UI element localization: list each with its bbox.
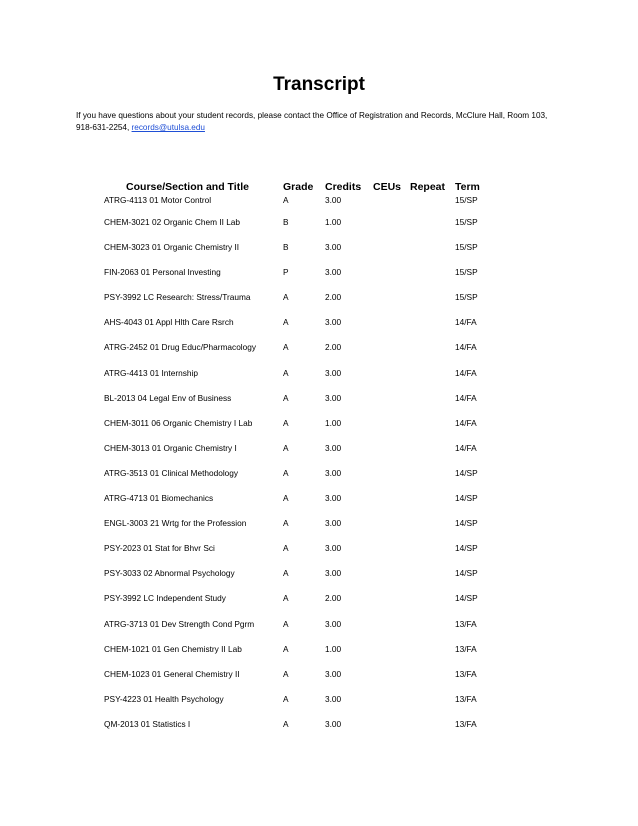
cell-repeat — [410, 719, 455, 744]
cell-term: 14/FA — [455, 342, 477, 353]
table-row — [104, 393, 504, 418]
cell-course: BL-2013 04 Legal Env of Business — [104, 392, 232, 403]
cell-term: 13/FA — [455, 643, 477, 654]
cell-grade: A — [283, 442, 289, 453]
cell-term: 14/SP — [455, 467, 478, 478]
cell-repeat — [410, 317, 455, 342]
cell-ceus — [373, 242, 410, 267]
cell-ceus — [373, 644, 410, 669]
header-course: Course/Section and Title — [126, 181, 249, 193]
header-repeat: Repeat — [410, 181, 446, 193]
cell-ceus — [373, 393, 410, 418]
table-body — [104, 195, 504, 744]
cell-repeat — [410, 292, 455, 317]
cell-term: 14/FA — [455, 317, 477, 328]
cell-ceus — [373, 543, 410, 568]
cell-grade: A — [283, 367, 289, 378]
cell-credits: 3.00 — [325, 718, 342, 729]
cell-repeat — [410, 694, 455, 719]
cell-ceus — [373, 719, 410, 744]
cell-course: CHEM-3013 01 Organic Chemistry I — [104, 442, 237, 453]
cell-ceus — [373, 317, 410, 342]
cell-ceus — [373, 568, 410, 593]
cell-grade: A — [283, 618, 289, 629]
header-credits: Credits — [325, 181, 362, 193]
cell-grade: A — [283, 668, 289, 679]
table-row — [104, 418, 504, 443]
cell-course: PSY-2023 01 Stat for Bhvr Sci — [104, 543, 215, 554]
cell-ceus — [373, 418, 410, 443]
cell-repeat — [410, 443, 455, 468]
cell-grade: A — [283, 593, 289, 604]
cell-term: 14/SP — [455, 568, 478, 579]
cell-term: 15/SP — [455, 195, 478, 205]
cell-course: CHEM-3023 01 Organic Chemistry II — [104, 242, 240, 253]
cell-ceus — [373, 493, 410, 518]
cell-term: 14/FA — [455, 367, 477, 378]
cell-credits: 3.00 — [325, 467, 342, 478]
cell-ceus — [373, 669, 410, 694]
cell-course: PSY-3992 LC Research: Stress/Trauma — [104, 292, 251, 303]
cell-repeat — [410, 418, 455, 443]
cell-ceus — [373, 368, 410, 393]
cell-course: ENGL-3003 21 Wrtg for the Profession — [104, 518, 247, 529]
header-grade: Grade — [283, 181, 314, 193]
cell-course: ATRG-3513 01 Clinical Methodology — [104, 467, 239, 478]
table-row — [104, 568, 504, 593]
cell-term: 13/FA — [455, 718, 477, 729]
cell-ceus — [373, 195, 410, 217]
cell-ceus — [373, 593, 410, 618]
cell-ceus — [373, 292, 410, 317]
cell-grade: A — [283, 568, 289, 579]
table-row — [104, 619, 504, 644]
cell-grade: A — [283, 718, 289, 729]
cell-grade: A — [283, 643, 289, 654]
cell-credits: 3.00 — [325, 518, 342, 529]
cell-repeat — [410, 543, 455, 568]
cell-grade: B — [283, 242, 289, 253]
cell-course: PSY-3033 02 Abnormal Psychology — [104, 568, 235, 579]
cell-term: 15/SP — [455, 242, 478, 253]
table-row — [104, 317, 504, 342]
cell-course: CHEM-3011 06 Organic Chemistry I Lab — [104, 417, 253, 428]
cell-term: 14/SP — [455, 493, 478, 504]
cell-grade: A — [283, 317, 289, 328]
table-row — [104, 242, 504, 267]
header-ceus: CEUs — [373, 181, 402, 193]
cell-credits: 3.00 — [325, 242, 342, 253]
cell-credits: 3.00 — [325, 568, 342, 579]
table-row — [104, 468, 504, 493]
cell-credits: 3.00 — [325, 195, 342, 205]
cell-repeat — [410, 195, 455, 217]
cell-course: ATRG-4113 01 Motor Control — [104, 195, 212, 205]
cell-ceus — [373, 443, 410, 468]
cell-ceus — [373, 468, 410, 493]
transcript-table — [104, 181, 504, 744]
cell-credits: 3.00 — [325, 367, 342, 378]
cell-grade: A — [283, 392, 289, 403]
cell-grade: A — [283, 493, 289, 504]
cell-grade: A — [283, 543, 289, 554]
cell-grade: A — [283, 342, 289, 353]
cell-course: ATRG-3713 01 Dev Strength Cond Pgrm — [104, 618, 255, 629]
cell-repeat — [410, 217, 455, 242]
cell-course: CHEM-1021 01 Gen Chemistry II Lab — [104, 643, 242, 654]
cell-course: ATRG-4413 01 Internship — [104, 367, 198, 378]
cell-course: AHS-4043 01 Appl Hlth Care Rsrch — [104, 317, 234, 328]
cell-course: ATRG-2452 01 Drug Educ/Pharmacology — [104, 342, 257, 353]
cell-repeat — [410, 493, 455, 518]
cell-grade: B — [283, 217, 289, 227]
table-row — [104, 644, 504, 669]
cell-credits: 3.00 — [325, 493, 342, 504]
cell-grade: A — [283, 292, 289, 303]
cell-ceus — [373, 342, 410, 367]
cell-credits: 3.00 — [325, 693, 342, 704]
cell-ceus — [373, 267, 410, 292]
cell-grade: A — [283, 195, 289, 205]
cell-credits: 3.00 — [325, 317, 342, 328]
cell-grade: A — [283, 417, 289, 428]
cell-credits: 1.00 — [325, 217, 342, 227]
table-row — [104, 694, 504, 719]
cell-grade: A — [283, 518, 289, 529]
records-email-link[interactable]: records@utulsa.edu — [131, 123, 205, 132]
cell-term: 14/FA — [455, 442, 477, 453]
cell-repeat — [410, 267, 455, 292]
cell-repeat — [410, 518, 455, 543]
cell-course: CHEM-1023 01 General Chemistry II — [104, 668, 240, 679]
cell-credits: 2.00 — [325, 593, 342, 604]
cell-grade: A — [283, 467, 289, 478]
table-row — [104, 217, 504, 242]
cell-grade: A — [283, 693, 289, 704]
cell-credits: 3.00 — [325, 267, 342, 278]
cell-term: 15/SP — [455, 217, 478, 227]
cell-grade: P — [283, 267, 289, 278]
table-row — [104, 518, 504, 543]
cell-ceus — [373, 217, 410, 242]
cell-repeat — [410, 644, 455, 669]
table-row — [104, 292, 504, 317]
table-row — [104, 593, 504, 618]
cell-repeat — [410, 669, 455, 694]
cell-repeat — [410, 368, 455, 393]
table-row — [104, 342, 504, 367]
cell-credits: 2.00 — [325, 342, 342, 353]
cell-ceus — [373, 518, 410, 543]
cell-credits: 1.00 — [325, 417, 342, 428]
cell-credits: 1.00 — [325, 643, 342, 654]
contact-note — [76, 110, 556, 134]
cell-repeat — [410, 568, 455, 593]
cell-credits: 3.00 — [325, 543, 342, 554]
table-row — [104, 195, 504, 217]
cell-term: 15/SP — [455, 267, 478, 278]
cell-credits: 2.00 — [325, 292, 342, 303]
cell-term: 14/SP — [455, 543, 478, 554]
cell-term: 15/SP — [455, 292, 478, 303]
cell-course: ATRG-4713 01 Biomechanics — [104, 493, 214, 504]
cell-repeat — [410, 342, 455, 367]
cell-ceus — [373, 619, 410, 644]
cell-course: QM-2013 01 Statistics I — [104, 718, 191, 729]
table-row — [104, 368, 504, 393]
cell-term: 14/SP — [455, 593, 478, 604]
cell-course: PSY-4223 01 Health Psychology — [104, 693, 224, 704]
cell-ceus — [373, 694, 410, 719]
cell-course: PSY-3992 LC Independent Study — [104, 593, 226, 604]
table-row — [104, 669, 504, 694]
cell-term: 14/FA — [455, 392, 477, 403]
table-header-row — [104, 181, 504, 195]
cell-repeat — [410, 393, 455, 418]
cell-course: FIN-2063 01 Personal Investing — [104, 267, 221, 278]
table-row — [104, 267, 504, 292]
cell-term: 14/SP — [455, 518, 478, 529]
cell-repeat — [410, 468, 455, 493]
cell-repeat — [410, 242, 455, 267]
table-row — [104, 493, 504, 518]
contact-text: If you have questions about your student records, please contact the Office of Registration and Records, McClure Hall, Room 103, 918-631-2254, — [76, 111, 548, 132]
table-row — [104, 443, 504, 468]
cell-repeat — [410, 593, 455, 618]
cell-term: 13/FA — [455, 668, 477, 679]
cell-credits: 3.00 — [325, 668, 342, 679]
cell-term: 13/FA — [455, 693, 477, 704]
cell-credits: 3.00 — [325, 442, 342, 453]
transcript-table-container — [104, 181, 504, 744]
table-row — [104, 543, 504, 568]
cell-repeat — [410, 619, 455, 644]
cell-course: CHEM-3021 02 Organic Chem II Lab — [104, 217, 241, 227]
header-term: Term — [455, 181, 480, 193]
page-title: Transcript — [273, 74, 365, 95]
cell-term: 14/FA — [455, 417, 477, 428]
cell-credits: 3.00 — [325, 392, 342, 403]
table-row — [104, 719, 504, 744]
cell-term: 13/FA — [455, 618, 477, 629]
cell-credits: 3.00 — [325, 618, 342, 629]
